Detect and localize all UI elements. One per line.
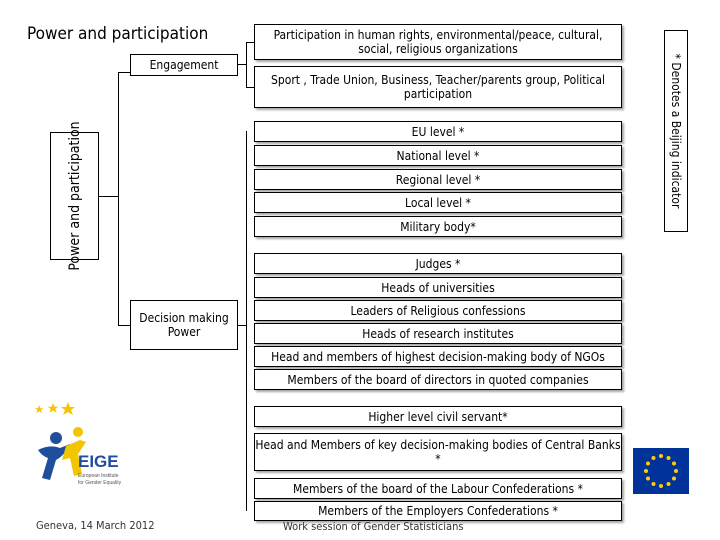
tree-trunk bbox=[118, 72, 119, 326]
eu-flag bbox=[633, 448, 689, 494]
decision-item: Members of the board of directors in quoted companies bbox=[254, 369, 622, 390]
footer-event: Work session of Gender Statisticians bbox=[283, 520, 464, 533]
category-decision-making: Decision making Power bbox=[130, 300, 238, 350]
connector bbox=[118, 72, 130, 73]
decision-item: National level * bbox=[254, 145, 622, 166]
decision-item: Leaders of Religious confessions bbox=[254, 300, 622, 321]
eige-logo-subtitle: European Institute bbox=[78, 473, 119, 479]
engagement-item: Participation in human rights, environmental/peace, cultural, social, religious organizations bbox=[254, 24, 622, 60]
footer-date: Geneva, 14 March 2012 bbox=[36, 519, 155, 532]
eige-logo-text: EIGE bbox=[78, 452, 119, 471]
eige-logo bbox=[30, 398, 130, 498]
side-category-text: Power and participation bbox=[66, 121, 83, 271]
category-engagement: Engagement bbox=[130, 54, 238, 76]
connector bbox=[246, 42, 254, 43]
decision-item: Judges * bbox=[254, 253, 622, 274]
connector bbox=[99, 196, 119, 197]
decision-item: Higher level civil servant* bbox=[254, 406, 622, 427]
connector bbox=[118, 325, 130, 326]
decision-item: Heads of research institutes bbox=[254, 323, 622, 344]
side-category-label bbox=[50, 121, 99, 271]
decision-item: Regional level * bbox=[254, 169, 622, 190]
decision-item: Local level * bbox=[254, 192, 622, 213]
decision-item: Heads of universities bbox=[254, 277, 622, 298]
beijing-note bbox=[664, 30, 688, 232]
decision-item: Members of the board of the Labour Confederations * bbox=[254, 478, 622, 499]
beijing-note-text: * Denotes a Beijing indicator bbox=[669, 53, 683, 209]
connector bbox=[246, 87, 254, 88]
decision-item: Head and Members of key decision-making bodies of Central Banks * bbox=[254, 433, 622, 471]
connector bbox=[246, 131, 247, 511]
connector bbox=[238, 325, 246, 326]
decision-item: Members of the Employers Confederations * bbox=[254, 501, 622, 521]
connector bbox=[246, 42, 247, 88]
svg-text:for Gender Equality: for Gender Equality bbox=[78, 480, 122, 486]
decision-item: Head and members of highest decision-making body of NGOs bbox=[254, 346, 622, 367]
decision-item: EU level * bbox=[254, 121, 622, 142]
engagement-item: Sport , Trade Union, Business, Teacher/parents group, Political participation bbox=[254, 66, 622, 108]
page-title: Power and participation bbox=[27, 24, 209, 44]
decision-item: Military body* bbox=[254, 216, 622, 237]
connector bbox=[238, 64, 246, 65]
